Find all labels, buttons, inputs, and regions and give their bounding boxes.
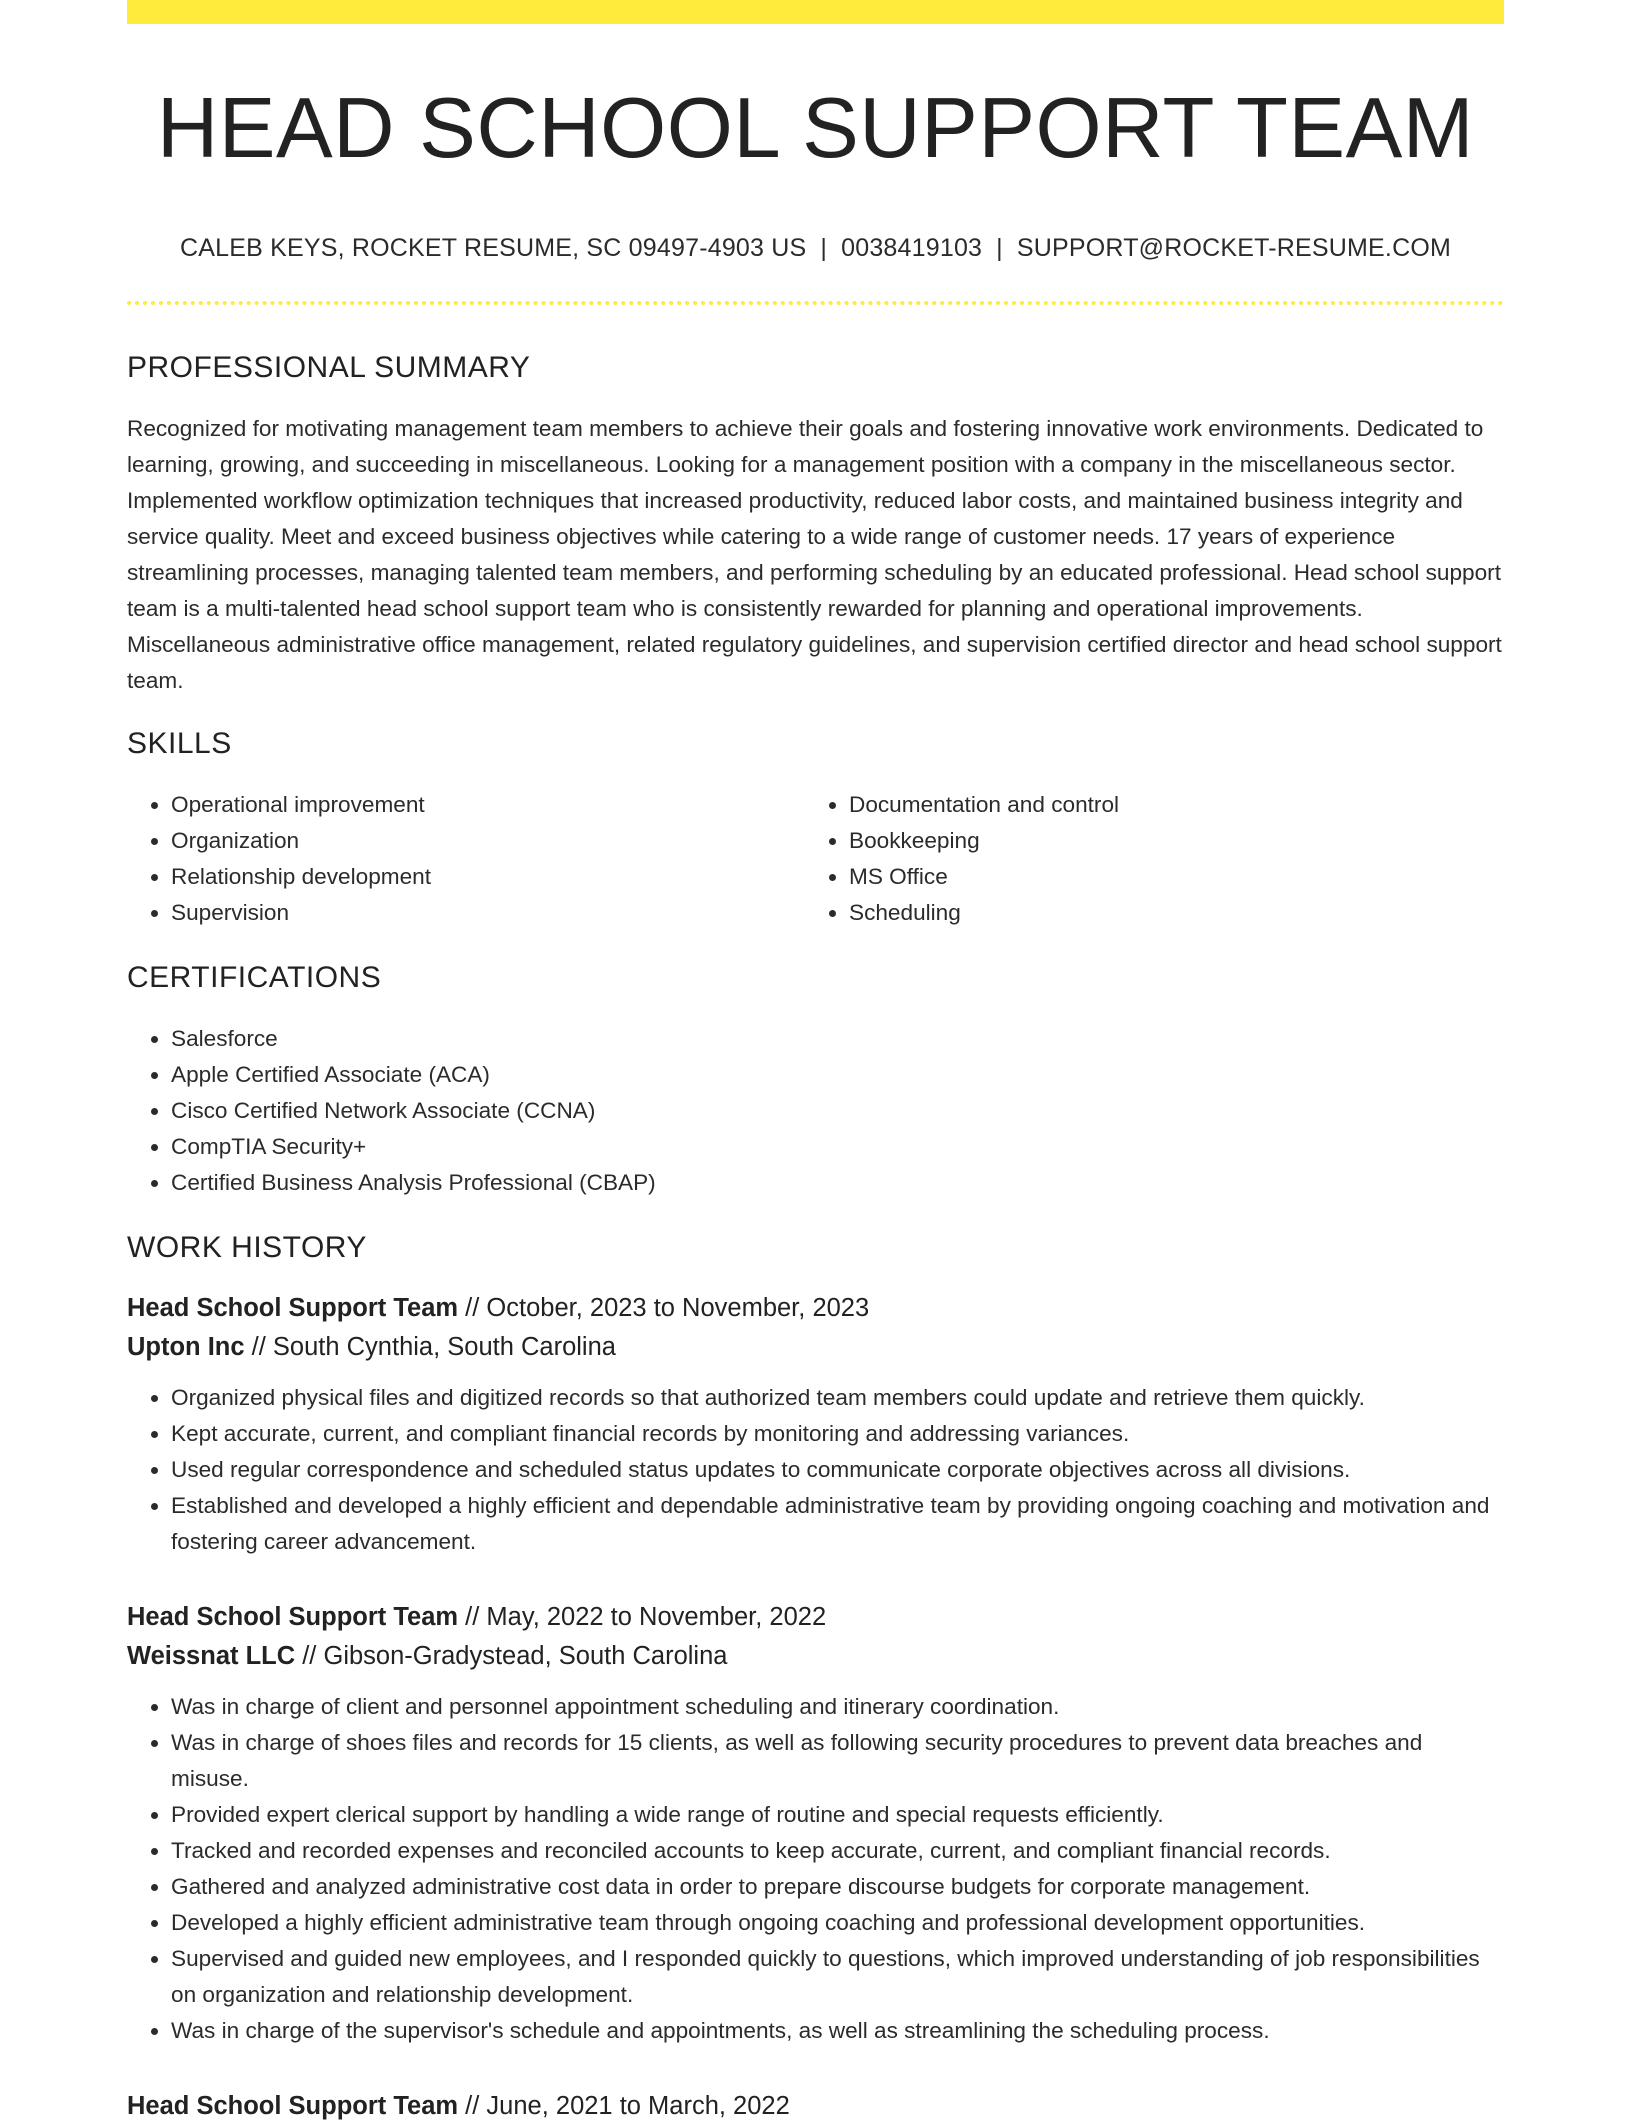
- contact-phone: 0038419103: [841, 233, 983, 262]
- job-bullet: • Was in charge of the supervisor's schedule and appointments, as well as streamlining the scheduling process.: [171, 2013, 1504, 2049]
- job-company: Weissnat LLC: [127, 1641, 296, 1670]
- job-title-line: [127, 1598, 1504, 1637]
- contact-address: CALEB KEYS, ROCKET RESUME, SC 09497-4903 US: [179, 233, 807, 262]
- summary-text: Recognized for motivating management team members to achieve their goals and fostering innovative work environments. Dedicated to learning, growing, and succeeding in miscellaneous. Looking for a management position with a company in the miscellaneous sector. Implemented workflow optimization techniques that increased productivity, reduced labor costs, and maintained business integrity and service quality. Meet and exceed business objectives while catering to a wide range of customer needs. 17 years of experience streamlining processes, managing talented team members, and performing scheduling by an educated professional. Head school support team is a multi-talented head school support team who is consistently rewarded for planning and operational improvements. Miscellaneous administrative office management, related regulatory guidelines, and supervision certified director and head school support team.: [127, 415, 1502, 693]
- skill-item: • Documentation and control: [849, 787, 1483, 823]
- skill-item: • Scheduling: [849, 895, 1483, 931]
- job-bullet: • Kept accurate, current, and compliant financial records by monitoring and addressing variances.: [171, 1416, 1504, 1452]
- contact-separator: |: [820, 233, 828, 262]
- job-dates: // June, 2021 to March, 2022: [458, 2091, 790, 2120]
- job-bullet: • Tracked and recorded expenses and reconciled accounts to keep accurate, current, and compliant financial records.: [171, 1833, 1504, 1869]
- certification-item: • Cisco Certified Network Associate (CCNA): [171, 1093, 1504, 1129]
- job-title-line: [127, 1289, 1504, 1328]
- job-bullet: • Was in charge of client and personnel appointment scheduling and itinerary coordination.: [171, 1689, 1504, 1725]
- job-bullet: • Organized physical files and digitized records so that authorized team members could update and retrieve them quickly.: [171, 1380, 1504, 1416]
- job-bullet: • Developed a highly efficient administrative team through ongoing coaching and professional development opportunities.: [171, 1905, 1504, 1941]
- skill-item: • Bookkeeping: [849, 823, 1483, 859]
- contact-separator: |: [996, 233, 1003, 262]
- skills-column-left: [127, 787, 805, 931]
- section-heading-skills: SKILLS: [127, 726, 232, 760]
- job-company-line: [127, 1328, 1504, 1367]
- section-heading-certifications: CERTIFICATIONS: [127, 960, 382, 994]
- job-title: Head School Support Team: [127, 1602, 459, 1631]
- job-bullets: [127, 1380, 1504, 1560]
- job-bullet: • Supervised and guided new employees, and I responded quickly to questions, which improved understanding of job responsibilities on organization and relationship development.: [171, 1941, 1504, 2013]
- certification-item: • Certified Business Analysis Professional (CBAP): [171, 1165, 1504, 1201]
- skills-column-right: [805, 787, 1483, 931]
- skill-item: • Organization: [171, 823, 805, 859]
- job-entry: [127, 1289, 1504, 1560]
- job-title: Head School Support Team: [127, 2091, 459, 2120]
- job-title: Head School Support Team: [127, 1293, 459, 1322]
- certification-item: • Apple Certified Associate (ACA): [171, 1057, 1504, 1093]
- job-entry: [127, 1598, 1504, 2049]
- job-bullet: • Established and developed a highly efficient and dependable administrative team by providing ongoing coaching and motivation and fostering career advancement.: [171, 1488, 1504, 1560]
- resume-name: HEAD SCHOOL SUPPORT TEAM: [156, 81, 1475, 176]
- accent-bar: [127, 0, 1504, 24]
- job-entry: [127, 2087, 1504, 2126]
- job-bullet: • Gathered and analyzed administrative cost data in order to prepare discourse budgets for corporate management.: [171, 1869, 1504, 1905]
- section-heading-summary: PROFESSIONAL SUMMARY: [127, 350, 531, 384]
- job-location: // South Cynthia, South Carolina: [244, 1332, 616, 1361]
- job-title-line: [127, 2087, 1504, 2126]
- certifications-list: [127, 1021, 1504, 1201]
- certification-item: • Salesforce: [171, 1021, 1504, 1057]
- job-bullet: • Was in charge of shoes files and records for 15 clients, as well as following security procedures to prevent data breaches and misuse.: [171, 1725, 1504, 1797]
- resume-page: [127, 0, 1504, 2126]
- job-bullet: • Provided expert clerical support by handling a wide range of routine and special requests efficiently.: [171, 1797, 1504, 1833]
- job-company-line: [127, 1637, 1504, 1676]
- job-location: // Gibson-Gradystead, South Carolina: [295, 1641, 728, 1670]
- certification-item: • CompTIA Security+: [171, 1129, 1504, 1165]
- job-dates: // May, 2022 to November, 2022: [458, 1602, 827, 1631]
- section-heading-work-history: WORK HISTORY: [127, 1230, 367, 1264]
- contact-email: SUPPORT@ROCKET-RESUME.COM: [1016, 233, 1452, 262]
- skill-item: • MS Office: [849, 859, 1483, 895]
- skill-item: • Operational improvement: [171, 787, 805, 823]
- job-bullet: • Used regular correspondence and scheduled status updates to communicate corporate objectives across all divisions.: [171, 1452, 1504, 1488]
- dotted-divider: [127, 301, 1504, 305]
- skill-item: • Relationship development: [171, 859, 805, 895]
- skills-list: [127, 787, 1504, 931]
- job-bullets: [127, 1689, 1504, 2049]
- job-dates: // October, 2023 to November, 2023: [458, 1293, 870, 1322]
- job-company: Upton Inc: [127, 1332, 245, 1361]
- contact-line: [127, 234, 1504, 263]
- skill-item: • Supervision: [171, 895, 805, 931]
